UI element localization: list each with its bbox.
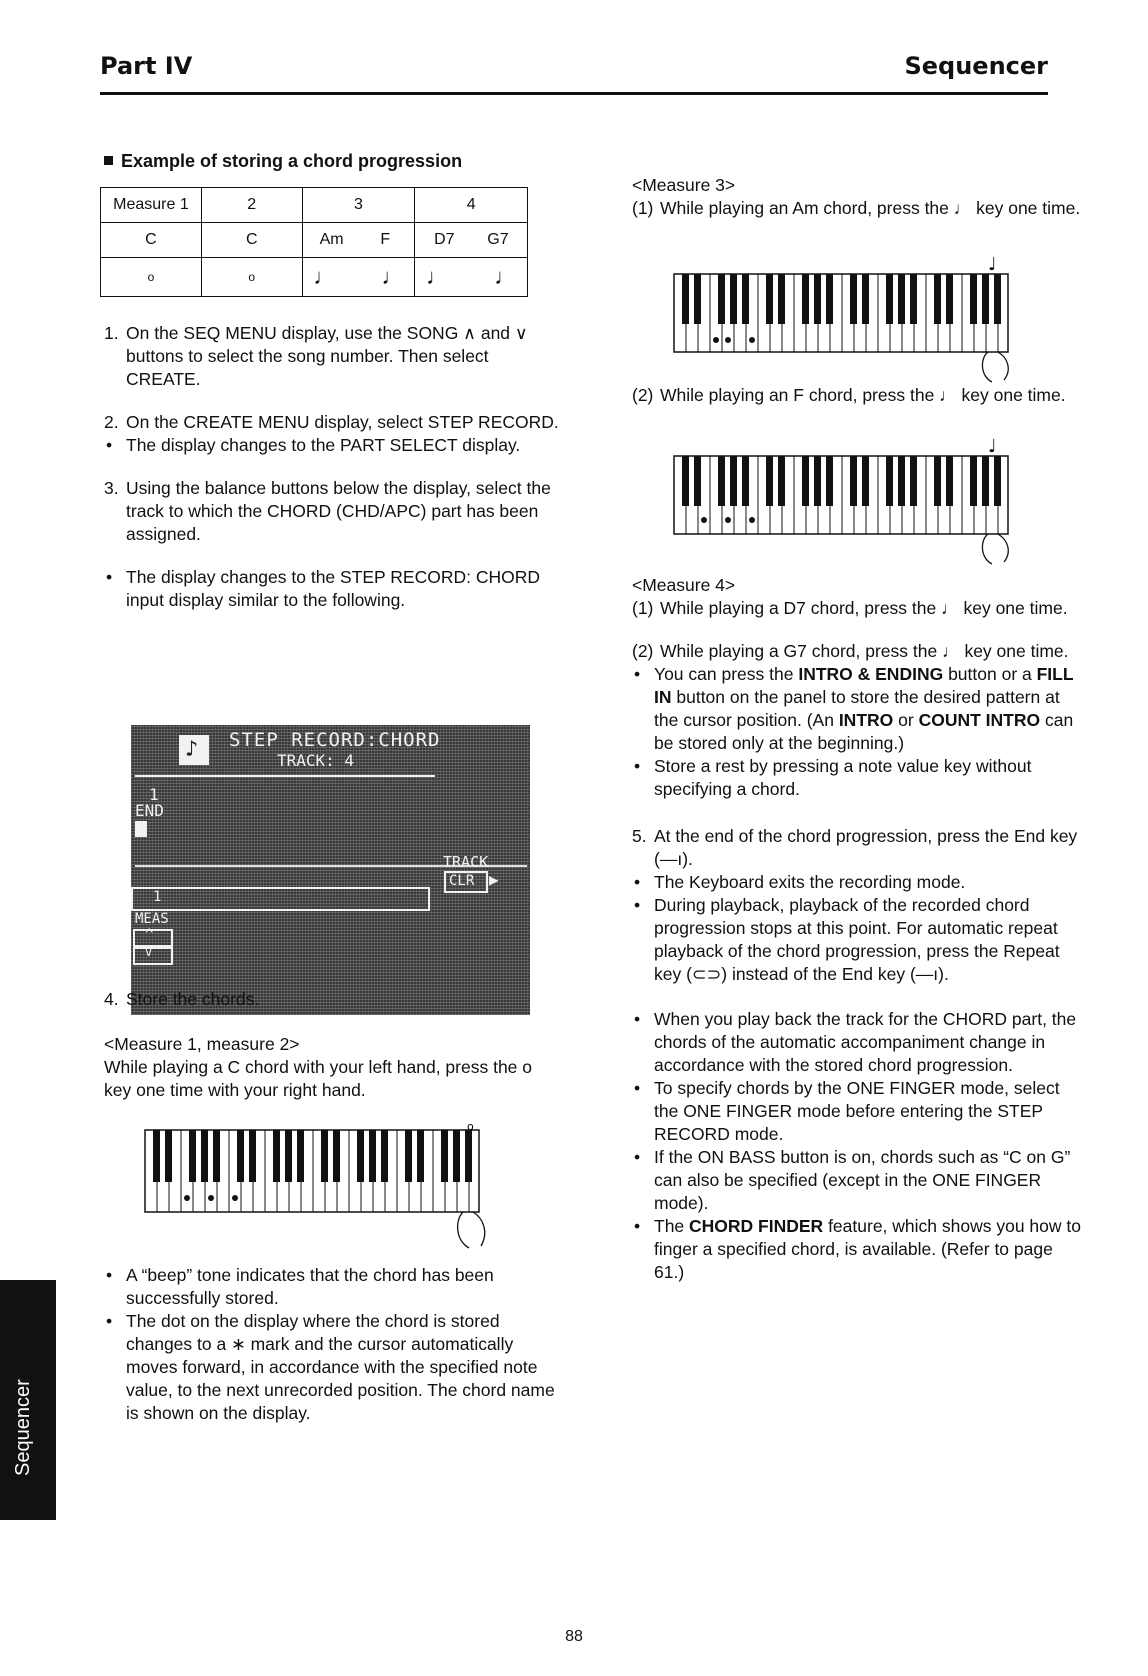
lcd-title: STEP RECORD:CHORD [229, 729, 441, 751]
lcd-measure-number: 1 [149, 785, 159, 804]
header-rule [100, 92, 1048, 95]
svg-text:♩: ♩ [988, 438, 997, 457]
lcd-meas-label: MEAS [135, 911, 169, 927]
keyboard-illustration [672, 254, 1032, 384]
table-cell: Am F [302, 223, 415, 258]
lcd-up-button: ^ [133, 929, 173, 947]
chapter-side-tab: Sequencer [0, 1280, 56, 1520]
svg-text:o: o [467, 1120, 474, 1133]
list-item: • During playback, playback of the recorded chord progression stops at this point. For automatic repeat playback of the chord progression, press the Repeat key (⊂⊃) instead of the End key (—ı). [632, 894, 1082, 986]
whole-note-icon: o [101, 258, 202, 297]
section-heading [104, 150, 559, 173]
step-2: 2. On the CREATE MENU display, select STEP RECORD. [104, 412, 559, 432]
measure3-step1: (1) While playing an Am chord, press the ♩ key one time. [632, 198, 1081, 218]
lcd-clr-button: CLR [444, 871, 488, 893]
section-title: Example of storing a chord progression [121, 151, 463, 171]
table-cell: 3 [302, 188, 415, 223]
list-item: • You can press the INTRO & ENDING button or a FILL IN button on the panel to store the desired pattern at the cursor position. (An INTRO or COUNT INTRO can be stored only at the beginning.) [632, 663, 1082, 755]
step-5: 5. At the end of the chord progression, press the End key (—ı). [632, 826, 1078, 869]
measure12-heading: <Measure 1, measure 2> [104, 1034, 300, 1054]
square-bullet-icon [104, 156, 113, 165]
note-icon: ♪ [179, 735, 209, 765]
list-item: • To specify chords by the ONE FINGER mode, select the ONE FINGER mode before entering the STEP RECORD mode. [632, 1077, 1082, 1146]
step-1: 1. On the SEQ MENU display, use the SONG ∧ and ∨ buttons to select the song number. Then select CREATE. [104, 323, 528, 389]
list-item: • Store a rest by pressing a note value key without specifying a chord. [632, 755, 1082, 801]
list-item: • The dot on the display where the chord is stored changes to a ∗ mark and the cursor automatically moves forward, in accordance with the specified note value, to the next unrecorded position. The chord name is shown on the display. [104, 1310, 559, 1425]
list-item: • When you play back the track for the CHORD part, the chords of the automatic accompaniment change in accordance with the stored chord progression. [632, 1008, 1082, 1077]
lcd-cursor [135, 821, 147, 837]
lcd-track-label: TRACK [443, 853, 489, 871]
chord-table [100, 187, 528, 297]
quarter-note-icon: ♩ ♩ [302, 258, 415, 297]
table-cell: 2 [201, 188, 302, 223]
lcd-cursor-line [135, 775, 435, 777]
table-cell: C [201, 223, 302, 258]
table-cell: C [101, 223, 202, 258]
measure4-step2: (2) While playing a G7 chord, press the ♩ key one time. [632, 641, 1069, 661]
arrow-right-icon: ▶ [489, 870, 499, 889]
part-label: Part IV [100, 52, 193, 80]
step-3: 3. Using the balance buttons below the display, select the track to which the CHORD (CHD/APC) part has been assigned. [104, 478, 551, 544]
step-4: 4. Store the chords. [104, 989, 260, 1009]
list-item: • The display changes to the PART SELECT display. [104, 434, 559, 457]
chapter-label: Sequencer [904, 52, 1048, 80]
measure12-text: While playing a C chord with your left hand, press the o key one time with your right hand. [104, 1057, 532, 1100]
svg-text:♩: ♩ [988, 254, 997, 275]
keyboard-illustration [143, 1120, 503, 1252]
page-number: 88 [565, 1628, 583, 1645]
list-item: • The Keyboard exits the recording mode. [632, 871, 1082, 894]
lcd-track: TRACK: 4 [277, 751, 355, 770]
table-cell: Measure 1 [101, 188, 202, 223]
keyboard-illustration [672, 438, 1032, 568]
whole-note-icon: o [201, 258, 302, 297]
measure3-heading: <Measure 3> [632, 175, 736, 195]
measure4-step1: (1) While playing a D7 chord, press the ♩ key one time. [632, 598, 1068, 618]
list-item: • The CHORD FINDER feature, which shows you how to finger a specified chord, is available. (Refer to page 61.) [632, 1215, 1082, 1284]
measure3-step2: (2) While playing an F chord, press the ♩ key one time. [632, 385, 1066, 405]
list-item: • The display changes to the STEP RECORD: CHORD input display similar to the following. [104, 566, 559, 612]
lcd-measure-bar: 1 [131, 887, 430, 911]
list-item: • A “beep” tone indicates that the chord has been successfully stored. [104, 1264, 559, 1310]
lcd-end-label: END [135, 801, 164, 820]
quarter-note-icon: ♩ ♩ [415, 258, 528, 297]
table-cell: 4 [415, 188, 528, 223]
lcd-down-button: v [133, 947, 173, 965]
list-item: • If the ON BASS button is on, chords such as “C on G” can also be specified (except in the ONE FINGER mode). [632, 1146, 1082, 1215]
measure4-heading: <Measure 4> [632, 575, 736, 595]
lcd-display [131, 725, 530, 1015]
table-cell: D7 G7 [415, 223, 528, 258]
